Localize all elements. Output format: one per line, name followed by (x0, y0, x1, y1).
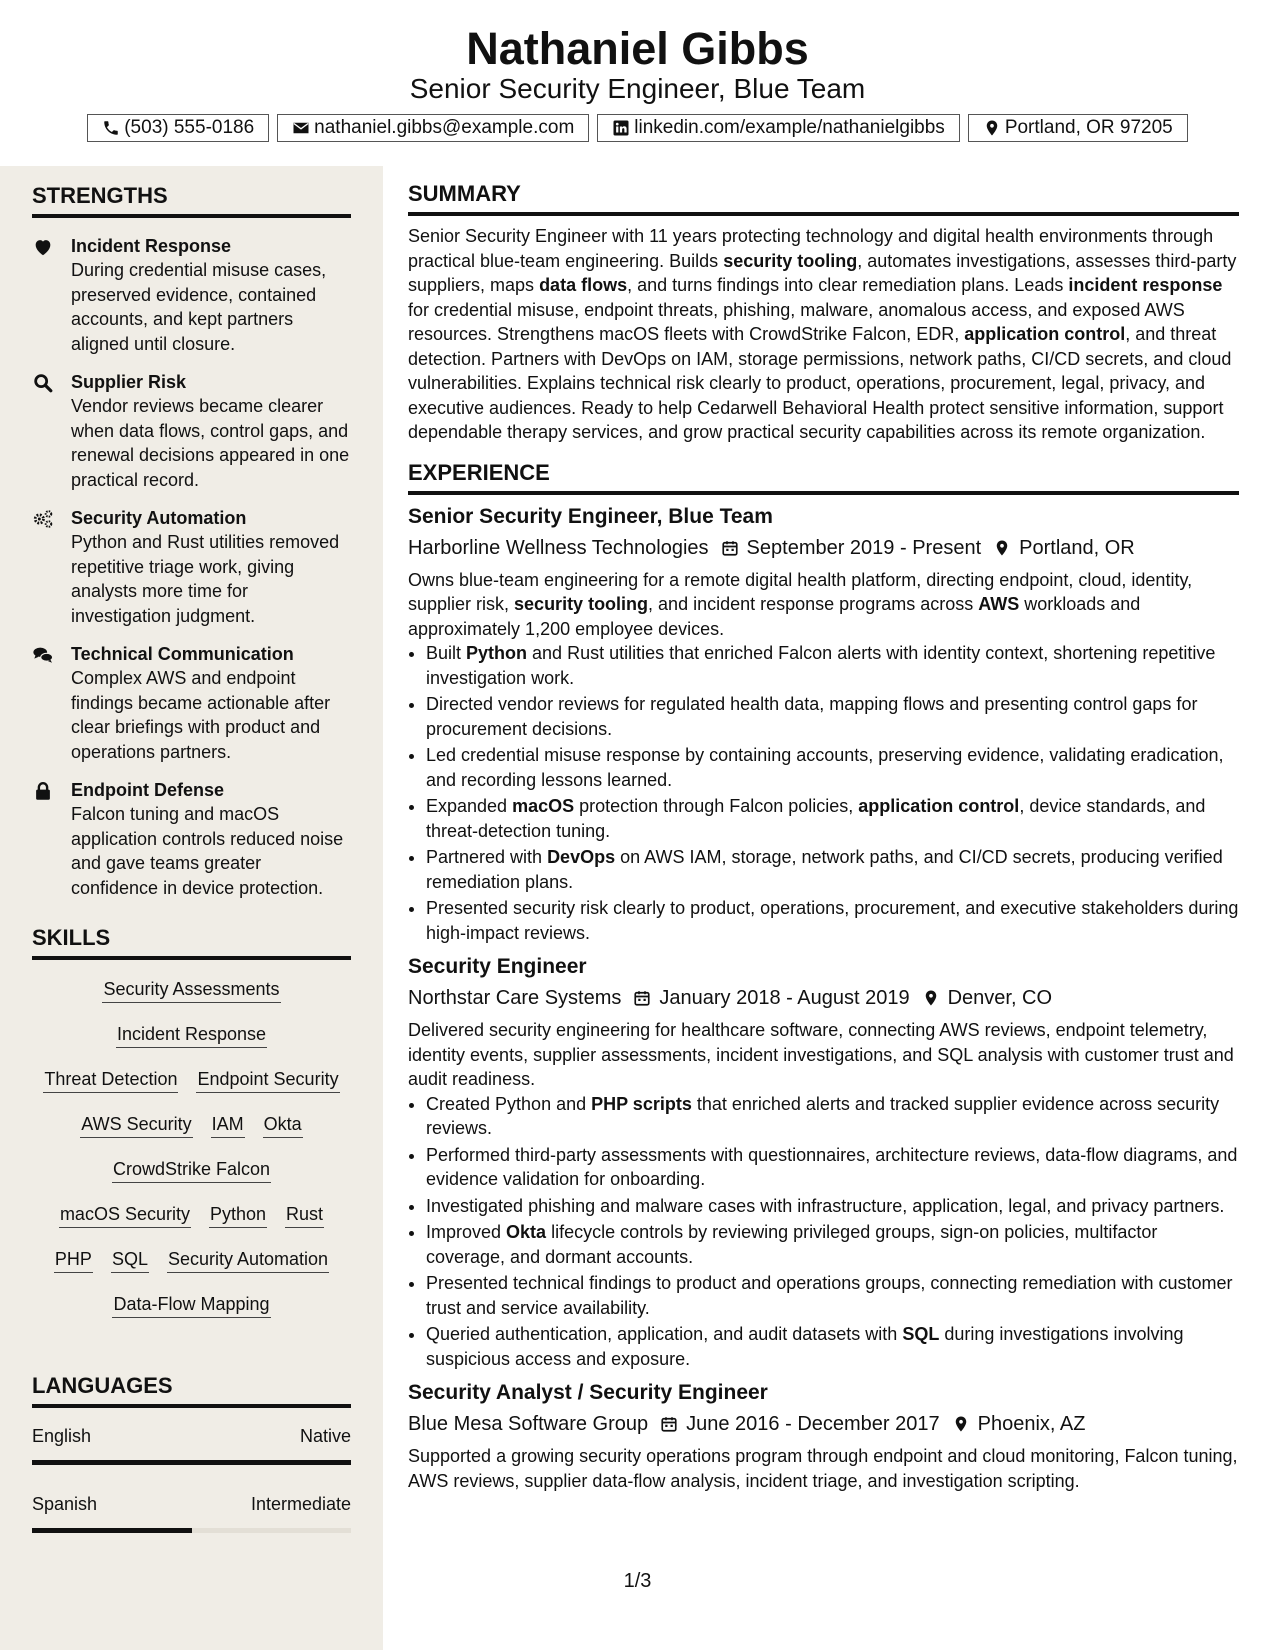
contact-phone[interactable] (87, 114, 269, 142)
skill-tag: macOS Security (59, 1201, 191, 1228)
contact-bar (0, 114, 1275, 142)
experience-heading: EXPERIENCE (408, 459, 1239, 495)
job-bullet: • Investigated phishing and malware cases with infrastructure, application, legal, and privacy partners. (426, 1194, 1239, 1219)
strength-description: Python and Rust utilities removed repetitive triage work, giving analysts more time for investigation judgment. (71, 532, 340, 626)
job-bullets (408, 641, 1239, 945)
language-level: Native (299, 1426, 351, 1446)
skill-tag: IAM (211, 1111, 245, 1138)
skills-section (32, 924, 351, 1336)
job-dates: September 2019 - Present (746, 536, 982, 559)
skill-tag: SQL (111, 1246, 149, 1273)
skill-tag: Rust (285, 1201, 324, 1228)
job-entry (408, 1379, 1239, 1493)
job-meta (408, 984, 1239, 1012)
candidate-title: Senior Security Engineer, Blue Team (409, 73, 866, 104)
lock-icon (32, 780, 54, 802)
contact-phone-text: (503) 555-0186 (124, 117, 255, 138)
language-name: English (32, 1426, 92, 1446)
job-company: Northstar Care Systems (408, 987, 622, 1009)
language-item (32, 1492, 351, 1560)
job-bullet: • Presented technical findings to product and operations groups, connecting remediation with customer trust and service availability. (426, 1271, 1239, 1320)
strength-description: During credential misuse cases, preserved evidence, contained accounts, and kept partners aligned until closure. (71, 260, 327, 354)
job-bullet: • Partnered with DevOps on AWS IAM, storage, network paths, and CI/CD secrets, producing verified remediation plans. (426, 845, 1239, 894)
strength-description: Falcon tuning and macOS application controls reduced noise and gave teams greater confidence in device protection. (71, 804, 344, 898)
contact-email-text: nathaniel.gibbs@example.com (314, 117, 575, 138)
job-title: Senior Security Engineer, Blue Team (408, 504, 773, 528)
languages-section (32, 1372, 351, 1560)
job-meta (408, 1410, 1239, 1438)
skills-list (32, 976, 351, 1336)
envelope-icon (292, 119, 310, 137)
job-dates: January 2018 - August 2019 (659, 987, 910, 1009)
language-proficiency-fill (32, 1528, 192, 1533)
strength-title: Endpoint Defense (71, 780, 225, 800)
experience-list (408, 503, 1239, 1494)
job-bullet: • Performed third-party assessments with questionnaires, architecture reviews, data-flow diagrams, and evidence validation for onboarding. (426, 1143, 1239, 1192)
job-bullet: • Improved Okta lifecycle controls by reviewing privileged groups, sign-on policies, multifactor coverage, and dormant accounts. (426, 1220, 1239, 1269)
skill-tag: Python (209, 1201, 267, 1228)
job-entry (408, 953, 1239, 1371)
main-content (408, 180, 1239, 1493)
strength-item (32, 778, 351, 900)
linkedin-icon (612, 119, 630, 137)
strengths-heading: STRENGTHS (32, 182, 351, 218)
strength-item (32, 370, 351, 492)
job-bullet: • Queried authentication, application, and audit datasets with SQL during investigations involving suspicious access and exposure. (426, 1322, 1239, 1371)
map-pin-icon (952, 1415, 970, 1433)
job-entry (408, 503, 1239, 946)
map-pin-icon (993, 539, 1011, 557)
job-bullet: • Directed vendor reviews for regulated health data, mapping flows and presenting control gaps for procurement decisions. (426, 692, 1239, 741)
languages-heading: LANGUAGES (32, 1372, 351, 1408)
job-location: Phoenix, AZ (977, 1413, 1086, 1435)
strength-title: Technical Communication (71, 644, 294, 664)
strength-item (32, 642, 351, 764)
page-number: 1/3 (623, 1570, 652, 1592)
job-description: Delivered security engineering for healthcare software, connecting AWS reviews, endpoint telemetry, identity events, supplier assessments, incident investigations, and SQL analysis with customer trust and audit readiness. (408, 1020, 1234, 1089)
strength-title: Incident Response (71, 236, 232, 256)
job-bullets (408, 1092, 1239, 1372)
strength-title: Security Automation (71, 508, 247, 528)
skill-tag: AWS Security (80, 1111, 192, 1138)
calendar-icon (660, 1415, 678, 1433)
phone-icon (102, 119, 120, 137)
language-proficiency-bar (32, 1460, 351, 1465)
sidebar (0, 166, 383, 1650)
job-bullet: • Built Python and Rust utilities that enriched Falcon alerts with identity context, shortening repetitive investigation work. (426, 641, 1239, 690)
skill-tag: Endpoint Security (196, 1066, 339, 1093)
candidate-name: Nathaniel Gibbs (466, 23, 809, 74)
contact-location-text: Portland, OR 97205 (1004, 117, 1173, 138)
job-description: Owns blue-team engineering for a remote digital health platform, directing endpoint, cloud, identity, supplier risk, security tooling, and incident response programs across AWS workloads and approximately 1,200 employee devices. (408, 569, 1193, 639)
skill-tag: Security Automation (167, 1246, 329, 1273)
gears-icon (32, 508, 54, 530)
map-pin-icon (922, 989, 940, 1007)
skill-tag: PHP (54, 1246, 93, 1273)
job-company: Harborline Wellness Technologies (408, 536, 709, 559)
chat-bubbles-icon (32, 644, 54, 666)
job-meta (408, 534, 1239, 562)
calendar-icon (721, 539, 739, 557)
resume-header (0, 0, 1275, 166)
language-name: Spanish (32, 1494, 98, 1514)
skill-tag: Data-Flow Mapping (112, 1291, 270, 1318)
job-location: Portland, OR (1019, 536, 1135, 559)
search-icon (32, 372, 54, 394)
job-bullet: • Created Python and PHP scripts that enriched alerts and tracked supplier evidence across security reviews. (426, 1092, 1239, 1141)
job-title: Security Analyst / Security Engineer (408, 1381, 768, 1404)
language-proficiency-fill (32, 1460, 351, 1465)
strengths-section (32, 182, 351, 914)
contact-linkedin-text: linkedin.com/example/nathanielgibbs (634, 117, 945, 138)
job-bullet: • Expanded macOS protection through Falcon policies, application control, device standards, and threat-detection tuning. (426, 794, 1239, 843)
skill-tag: Security Assessments (102, 976, 280, 1003)
job-company: Blue Mesa Software Group (408, 1413, 649, 1435)
calendar-icon (633, 989, 651, 1007)
job-title: Security Engineer (408, 955, 587, 978)
strength-item (32, 506, 351, 628)
summary-heading: SUMMARY (408, 180, 1239, 216)
job-dates: June 2016 - December 2017 (686, 1413, 940, 1435)
heart-icon (32, 236, 54, 258)
skill-tag: CrowdStrike Falcon (112, 1156, 271, 1183)
job-bullet: • Led credential misuse response by containing accounts, preserving evidence, validating eradication, and recording lessons learned. (426, 743, 1239, 792)
language-item (32, 1424, 351, 1492)
strength-title: Supplier Risk (71, 372, 187, 392)
skills-heading: SKILLS (32, 924, 351, 960)
skill-tag: Incident Response (116, 1021, 267, 1048)
strength-item (32, 234, 351, 356)
strength-description: Complex AWS and endpoint findings became actionable after clear briefings with product and operations partners. (71, 668, 331, 762)
job-description: Supported a growing security operations program through endpoint and cloud monitoring, Falcon tuning, AWS reviews, supplier data-flow analysis, incident triage, and investigation scripting. (408, 1446, 1238, 1491)
contact-linkedin[interactable] (597, 114, 960, 142)
summary-text: Senior Security Engineer with 11 years protecting technology and digital health environments through practical blue-team engineering. Builds security tooling, automates investigations, assesses third-party suppliers, maps data flows, and turns findings into clear remediation plans. Leads incident response for credential misuse, endpoint threats, phishing, malware, anomalous access, and exposed AWS resources. Strengthens macOS fleets with CrowdStrike Falcon, EDR, application control, and threat detection. Partners with DevOps on IAM, storage permissions, network paths, CI/CD secrets, and cloud vulnerabilities. Explains technical risk clearly to product, operations, procurement, legal, privacy, and executive audiences. Ready to help Cedarwell Behavioral Health protect sensitive information, support dependable therapy services, and grow practical security capabilities across its remote organization. (408, 226, 1237, 442)
language-level: Intermediate (250, 1494, 351, 1514)
contact-location[interactable] (968, 114, 1188, 142)
language-proficiency-bar (32, 1528, 351, 1533)
skill-tag: Threat Detection (43, 1066, 178, 1093)
job-bullet: • Presented security risk clearly to product, operations, procurement, and executive stakeholders during high-impact reviews. (426, 896, 1239, 945)
skill-tag: Okta (263, 1111, 303, 1138)
strength-description: Vendor reviews became clearer when data flows, control gaps, and renewal decisions appeared in one practical record. (71, 396, 350, 490)
job-location: Denver, CO (947, 987, 1053, 1009)
contact-email[interactable] (277, 114, 589, 142)
map-pin-icon (983, 119, 1001, 137)
